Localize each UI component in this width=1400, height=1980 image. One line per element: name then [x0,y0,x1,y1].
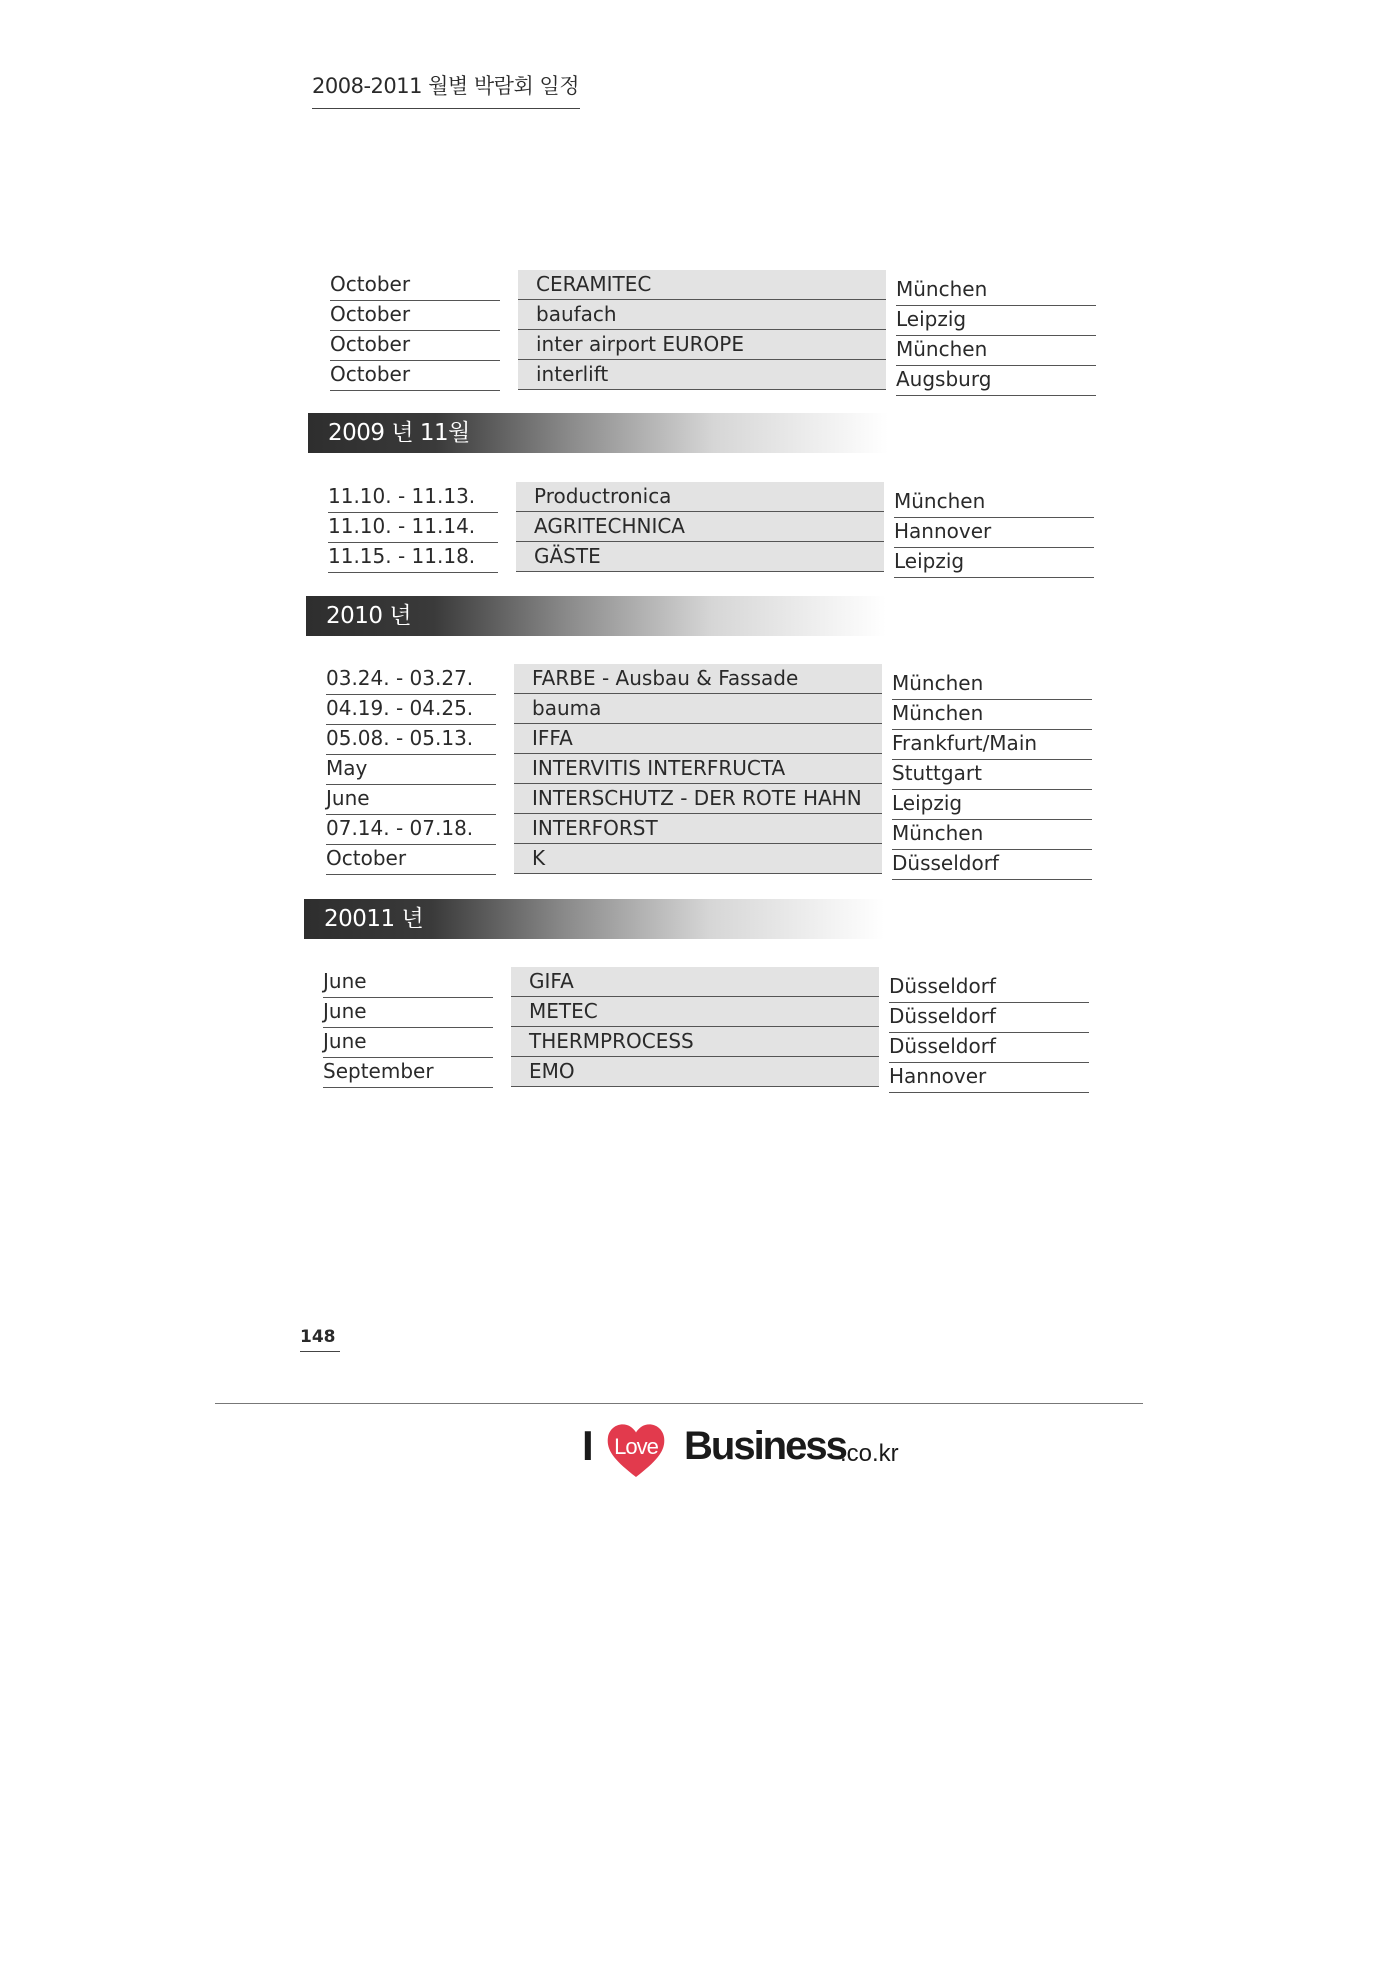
footer-divider [215,1403,1143,1404]
table-row [330,360,1096,390]
event-city: Augsburg [896,365,1096,396]
event-date: October [330,300,500,331]
event-name: INTERVITIS INTERFRUCTA [514,754,882,784]
schedule-table-2010 [326,664,1092,874]
event-date: October [330,360,500,391]
event-date: June [326,784,496,815]
table-row [323,1027,1089,1057]
event-date: 11.10. - 11.13. [328,482,498,513]
table-row [326,754,1092,784]
schedule-table-2009-october [330,270,1096,390]
event-date: June [323,1027,493,1058]
section-heading-2009-november: 2009 년 11월 [308,413,888,453]
event-date: September [323,1057,493,1088]
event-city: Düsseldorf [889,972,1089,1003]
event-date: 05.08. - 05.13. [326,724,496,755]
event-name: INTERSCHUTZ - DER ROTE HAHN [514,784,882,814]
event-city: Hannover [889,1062,1089,1093]
table-row [323,997,1089,1027]
event-date: 11.10. - 11.14. [328,512,498,543]
event-name: bauma [514,694,882,724]
event-name: CERAMITEC [518,270,886,300]
schedule-table-2009-november [328,482,1094,572]
event-city: München [892,669,1092,700]
section-heading-2010: 2010 년 [306,596,886,636]
event-date: 11.15. - 11.18. [328,542,498,573]
event-city: Leipzig [896,305,1096,336]
event-name: GIFA [511,967,879,997]
event-name: K [514,844,882,874]
event-city: Düsseldorf [889,1032,1089,1063]
event-name: IFFA [514,724,882,754]
table-row [326,784,1092,814]
event-date: June [323,997,493,1028]
event-name: GÄSTE [516,542,884,572]
event-date: October [326,844,496,875]
table-row [328,512,1094,542]
section-heading-2011: 20011 년 [304,899,884,939]
logo-love-text: Love [614,1434,658,1459]
event-name: METEC [511,997,879,1027]
table-row [330,300,1096,330]
event-name: Productronica [516,482,884,512]
event-city: Düsseldorf [892,849,1092,880]
event-city: Düsseldorf [889,1002,1089,1033]
brand-logo [582,1420,902,1480]
event-name: inter airport EUROPE [518,330,886,360]
event-name: INTERFORST [514,814,882,844]
event-name: baufach [518,300,886,330]
event-name: interlift [518,360,886,390]
table-row [328,482,1094,512]
event-date: 04.19. - 04.25. [326,694,496,725]
event-date: June [323,967,493,998]
event-city: München [892,699,1092,730]
event-city: München [894,487,1094,518]
event-date: October [330,270,500,301]
event-city: Frankfurt/Main [892,729,1092,760]
event-date: 03.24. - 03.27. [326,664,496,695]
event-date: October [330,330,500,361]
schedule-table-2011 [323,967,1089,1087]
event-city: Stuttgart [892,759,1092,790]
page-number: 148 [300,1327,340,1352]
event-city: Leipzig [892,789,1092,820]
event-name: AGRITECHNICA [516,512,884,542]
table-row [330,270,1096,300]
event-date: 07.14. - 07.18. [326,814,496,845]
event-date: May [326,754,496,785]
event-city: Hannover [894,517,1094,548]
table-row [326,814,1092,844]
event-city: München [896,335,1096,366]
event-name: EMO [511,1057,879,1087]
table-row [328,542,1094,572]
event-name: THERMPROCESS [511,1027,879,1057]
table-row [326,664,1092,694]
table-row [323,967,1089,997]
table-row [326,844,1092,874]
page-title: 2008-2011 월별 박람회 일정 [312,70,580,109]
event-city: München [896,275,1096,306]
event-name: FARBE - Ausbau & Fassade [514,664,882,694]
event-city: München [892,819,1092,850]
logo-domain-text: .co.kr [840,1440,899,1467]
table-row [326,694,1092,724]
logo-business-text: Business [684,1424,846,1468]
event-city: Leipzig [894,547,1094,578]
table-row [323,1057,1089,1087]
table-row [326,724,1092,754]
table-row [330,330,1096,360]
logo-letter-i: I [582,1422,594,1469]
